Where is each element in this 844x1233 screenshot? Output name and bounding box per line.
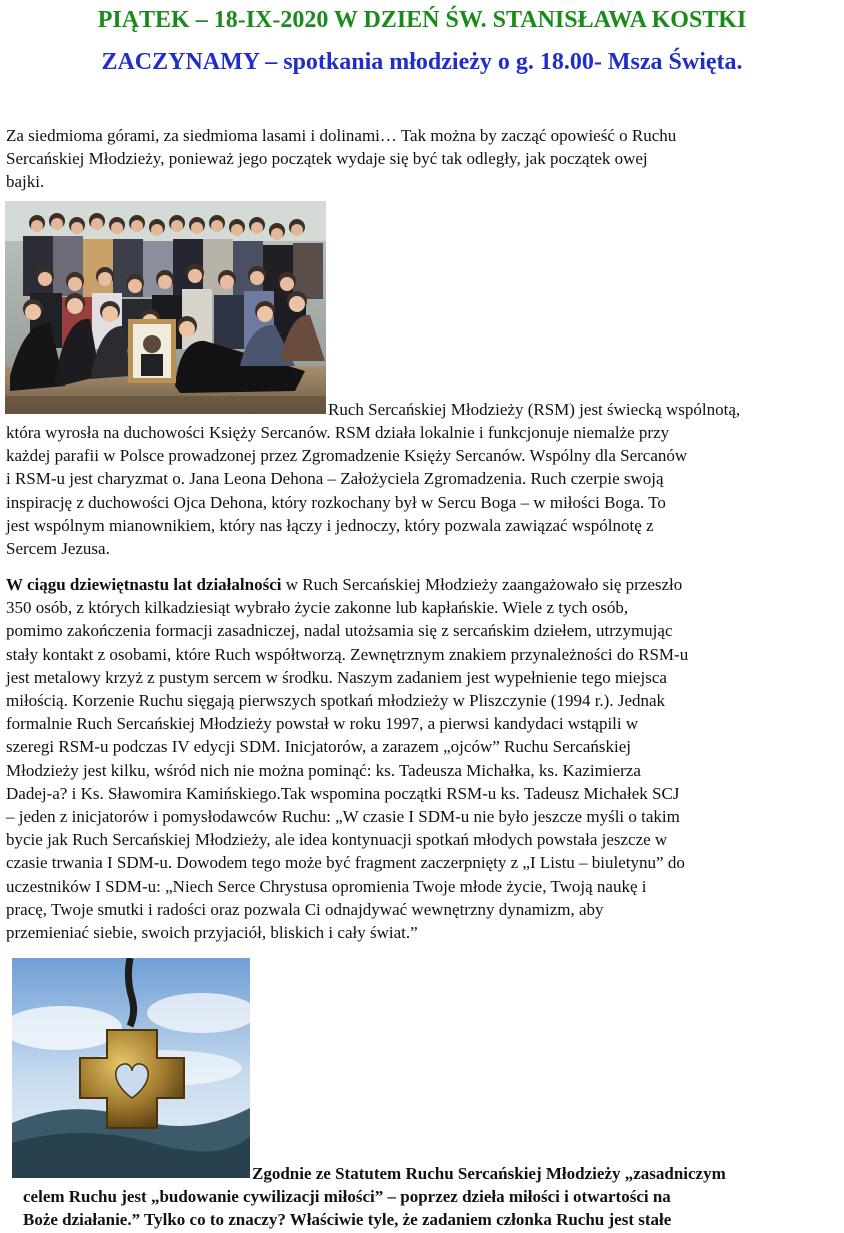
intro-line: Sercańskiej Młodzieży, ponieważ jego początek wydaje się być tak odległy, jak początek owej	[6, 149, 648, 169]
intro-paragraph	[6, 124, 832, 194]
section2-line: Dadej-a? i Ks. Sławomira Kamińskiego.Tak wspomina początki RSM-u ks. Tadeusz Michałek SCJ	[6, 783, 680, 803]
section1-line: inspirację z duchowości Ojca Dehona, który rozkochany był w Sercu Boga – w miłości Boga. To	[6, 492, 666, 512]
heart-cross-photo-image	[12, 958, 250, 1178]
section3-line: Boże działanie.” Tylko co to znaczy? Właściwie tyle, że zadaniem członka Ruchu jest stałe	[23, 1210, 672, 1230]
section2-line: pomimo zakończenia formacji zasadniczej, nadal utożsamia się z sercańskim dziełem, utrzymując	[6, 621, 673, 641]
section2-line: Młodzieży jest kilku, wśród nich nie można pominąć: ks. Tadeusza Michałka, ks. Kazimierza	[6, 760, 641, 780]
section1-line: Sercem Jezusa.	[6, 539, 110, 559]
section2-line: przemieniać siebie, swoich przyjaciół, bliskich i cały świat.”	[6, 923, 418, 943]
section2-first-rest: w Ruch Sercańskiej Młodzieży zaangażowało się przeszło	[281, 575, 683, 594]
intro-line: Za siedmioma górami, za siedmioma lasami i dolinami… Tak można by zacząć opowieść o Ruchu	[6, 126, 677, 145]
section2-line: formalnie Ruch Sercańskiej Młodzieży powstał w roku 1997, a pierwsi kandydaci wstąpili w	[6, 714, 639, 734]
section2-paragraph	[6, 573, 832, 944]
section2-line: szeregi RSM-u podczas IV edycji SDM. Inicjatorów, a zarazem „ojców” Ruchu Sercańskiej	[6, 737, 632, 757]
section3-line: celem Ruchu jest „budowanie cywilizacji miłości” – poprzez dzieła miłości i otwartości na	[23, 1187, 671, 1206]
page-subtitle: ZACZYNAMY – spotkania młodzieży o g. 18.00- Msza Święta.	[101, 49, 743, 75]
section1-first-line: Ruch Sercańskiej Młodzieży (RSM) jest świecką wspólnotą,	[328, 400, 741, 419]
section3-first-line: Zgodnie ze Statutem Ruchu Sercańskiej Młodzieży „zasadniczym	[252, 1164, 726, 1183]
section2-line: jest metalowy krzyż z pustym sercem w środku. Naszym zadaniem jest wypełnienie tego miejsca	[6, 667, 667, 687]
section2-line: miłością. Korzenie Ruchu sięgają pierwszych spotkań młodzieży w Pliszczynie (1994 r.). Jednak	[6, 691, 666, 711]
page-title: PIĄTEK – 18-IX-2020 W DZIEŃ ŚW. STANISŁAWA KOSTKI	[97, 7, 747, 33]
section2-line: pracę, Twoje smutki i radości oraz pozwala Ci odnajdywać wewnętrzny dynamizm, aby	[6, 899, 604, 919]
section2-line: czasie trwania I SDM-u. Dowodem tego może być fragment zaczerpnięty z „I Listu – biuletynu” do	[6, 853, 685, 873]
group-photo-image	[5, 201, 326, 414]
section2-bold-lead: W ciągu dziewiętnastu lat działalności	[6, 575, 282, 594]
section1-line: każdej parafii w Polsce prowadzonej przez Zgromadzenie Księży Sercanów. Wspólny dla Sercanów	[6, 446, 688, 466]
section2-line: bycie jak Ruch Sercańskiej Młodzieży, ale idea kontynuacji spotkań młodych powstała jeszcze w	[6, 830, 668, 850]
heart-cross-photo	[12, 958, 250, 1178]
section2-line: – jeden z inicjatorów i pomysłodawców Ruchu: „W czasie I SDM-u nie było jeszcze myśli o takim	[6, 807, 680, 827]
section3-paragraph	[23, 1185, 823, 1231]
section2-line: uczestników I SDM-u: „Niech Serce Chrystusa opromienia Twoje młode życie, Twoją naukę i	[6, 876, 647, 896]
group-photo	[5, 201, 326, 414]
section2-line: 350 osób, z których kilkadziesiąt wybrało życie zakonne lub kapłańskie. Wiele z tych osób,	[6, 598, 629, 618]
section1-line: jest wspólnym mianownikiem, który nas łączy i jednoczy, który pozwala zawiązać wspólnotę z	[6, 515, 654, 535]
section2-line: stały kontakt z osobami, które Ruch współtworzą. Zewnętrznym znakiem przynależności do RSM-u	[6, 644, 689, 664]
section1-line: i RSM-u jest charyzmat o. Jana Leona Dehona – Założyciela Zgromadzenia. Ruch czerpie swoją	[6, 469, 664, 489]
intro-line: bajki.	[6, 172, 45, 192]
section1-line: która wyrosła na duchowości Księży Sercanów. RSM działa lokalnie i funkcjonuje niemalże przy	[6, 423, 670, 442]
section1-paragraph	[6, 421, 832, 560]
